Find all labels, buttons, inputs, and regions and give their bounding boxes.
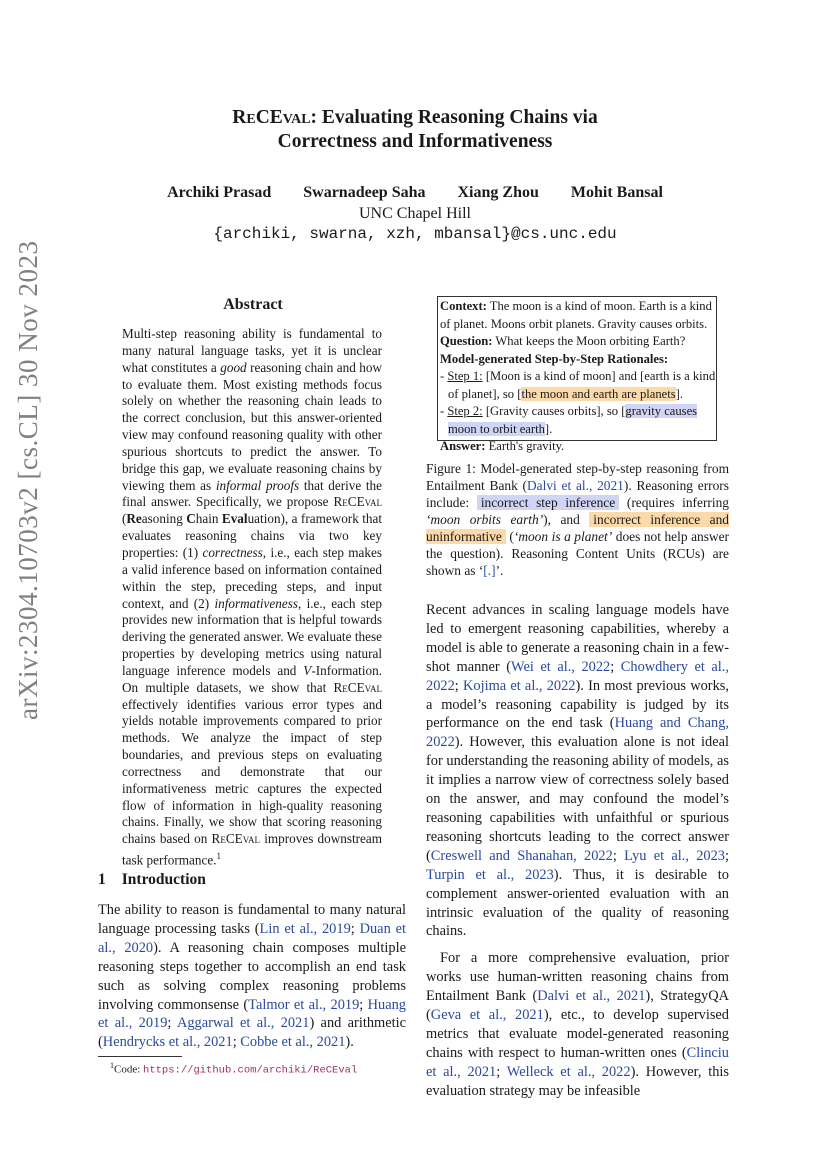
abstract-heading: Abstract <box>223 296 283 313</box>
legend-incorrect-step: incorrect step inference <box>477 495 619 510</box>
citation-link[interactable]: Duan et al., 2020 <box>98 920 406 956</box>
citation-link[interactable]: Huang et al., 2019 <box>98 996 406 1032</box>
author-name: Mohit Bansal <box>570 184 663 201</box>
citation-link[interactable]: Welleck et al., 2022 <box>506 1063 631 1080</box>
citation-link[interactable]: Huang and Chang, 2022 <box>426 715 729 751</box>
citation-link[interactable]: Creswell and Shanahan, 2022 <box>430 847 613 864</box>
author-name: Archiki Prasad <box>167 184 272 201</box>
citation-link[interactable]: Hendrycks et al., 2021 <box>102 1034 233 1051</box>
title-name: ReCEval <box>232 107 311 128</box>
citation-link[interactable]: Kojima et al., 2022 <box>462 677 576 694</box>
title-line2: Correctness and Informativeness <box>277 131 553 152</box>
citation-link[interactable]: Dalvi et al., 2021 <box>527 478 624 493</box>
right-column-body <box>426 601 729 1101</box>
highlight-uninformative: the moon and earth are planets <box>521 386 676 401</box>
intro-paragraph: The ability to reason is fundamental to many natural language processing tasks (Lin et al., 2019; Duan et al., 2020). A reasoning chain composes multiple reasoning steps together to accomplish an end task such as solving complex reasoning problems involving commonsense (Talmor et al., 2019; Huang et al., 2019; Aggarwal et al., 2021) and arithmetic (Hendrycks et al., 2021; Cobbe et al., 2021). <box>98 902 406 1051</box>
paragraph: Recent advances in scaling language models have led to emergent reasoning capabilities, whereby a model is able to generate a reasoning chain in a few-shot manner (Wei et al., 2022; Chowdhery et al., 2022; Kojima et al., 2022). In most previous works, a model’s reasoning capability is judged by its performance on the end task (Huang and Chang, 2022). However, this evaluation alone is not ideal for understanding the reasoning ability of models, as it implies a narrow view of correctness solely based on the answer, and may confound the model’s reasoning capabilities with unfaithful or spurious reasoning shortcuts leading to the correct answer (Creswell and Shanahan, 2022; Lyu et al., 2023; Turpin et al., 2023). Thus, it is desirable to complement answer-oriented evaluation with an intrinsic evaluation of the quality of reasoning chains. <box>426 602 729 940</box>
author-block <box>140 182 690 245</box>
author-name: Swarnadeep Saha <box>303 184 426 201</box>
citation-link[interactable]: Chowdhery et al., 2022 <box>426 658 729 694</box>
citation-link[interactable]: Cobbe et al., 2021 <box>240 1034 346 1051</box>
paragraph: For a more comprehensive evaluation, prior works use human-written reasoning chains from Entailment Bank (Dalvi et al., 2021), StrategyQA (Geva et al., 2021), etc., to develop supervised metrics that evaluate model-generated reasoning chains with respect to human-written ones (Clinciu et al., 2021; Welleck et al., 2022). However, this evaluation strategy may be infeasible <box>426 950 730 1099</box>
citation-link[interactable]: Turpin et al., 2023 <box>426 866 554 883</box>
paper-title <box>140 106 690 154</box>
section-title: Introduction <box>121 871 206 888</box>
citation-link[interactable]: Clinciu et al., 2021 <box>426 1044 729 1080</box>
citation-link[interactable]: Talmor et al., 2019 <box>248 996 360 1013</box>
citation-link[interactable]: Lin et al., 2019 <box>259 920 351 937</box>
highlight-incorrect-step: gravity causes moon to orbit earth <box>448 404 698 436</box>
citation-link[interactable]: Geva et al., 2021 <box>430 1007 544 1024</box>
citation-link[interactable]: Lyu et al., 2023 <box>624 847 725 864</box>
footnote-marker: 1 <box>216 851 221 862</box>
abstract-body: Multi-step reasoning ability is fundamental to many natural language tasks, yet it is unclear what constitutes a good reasoning chain and how to evaluate them. Most existing methods focus solely on whether the reasoning chain leads to the correct conclusion, but this answer-oriented view may confound reasoning quality with other spurious shortcuts to predict the answer. To bridge this gap, we evaluate reasoning chains by viewing them as informal proofs that derive the final answer. Specifically, we propose ReCEval (Reasoning Chain Evaluation), a framework that evaluates reasoning chains via two key properties: (1) correctness, i.e., each step makes a valid inference based on information contained within the step, preceding steps, and input context, and (2) informativeness, i.e., each step provides new information that is helpful towards deriving the generated answer. We evaluate these properties by developing metrics using natural language inference models and V-Information. On multiple datasets, we show that ReCEval effectively identifies various error types and yields notable improvements compared to prior methods. We analyze the impact of step boundaries, and previous steps on evaluating correctness and demonstrate that our informativeness metric captures the expected flow of information in high-quality reasoning chains. Finally, we show that scoring reasoning chains based on ReCEval improves downstream task performance.$^1$ <box>122 326 383 868</box>
citation-link[interactable]: Dalvi et al., 2021 <box>537 988 646 1005</box>
section-number: 1 <box>98 871 106 888</box>
code-link[interactable]: https://github.com/archiki/ReCEval <box>143 1064 358 1077</box>
title-line1: : Evaluating Reasoning Chains via <box>310 107 598 128</box>
legend-uninformative: incorrect inference and uninformative <box>426 512 729 544</box>
footnote-rule <box>98 1056 182 1057</box>
citation-link[interactable]: Wei et al., 2022 <box>511 658 611 675</box>
figure-caption: Figure 1: Model-generated step-by-step reasoning from Entailment Bank (Dalvi et al., 2021). Reasoning errors include: incorrect step inference (requires inferring ‘moon orbits earth’), and incorrect inference and uninformative (‘moon is a planet’ does not help answer the question). Reasoning Content Units (RCUs) are shown as ‘[.]’. <box>426 461 729 578</box>
citation-link[interactable]: Aggarwal et al., 2021 <box>176 1015 310 1032</box>
section-heading <box>98 871 222 889</box>
affiliation: UNC Chapel Hill <box>359 205 471 222</box>
arxiv-identifier: arXiv:2304.10703v2 [cs.CL] 30 Nov 2023 <box>13 240 43 720</box>
author-emails: {archiki, swarna, xzh, mbansal}@cs.unc.edu <box>213 225 617 243</box>
footnote: $^1$Code: https://github.com/archiki/ReCEval <box>110 1061 358 1077</box>
author-name: Xiang Zhou <box>457 184 539 201</box>
figure-1-box: Context: The moon is a kind of moon. Earth is a kind of planet. Moons orbit planets. Gravity causes orbits. Question: What keeps the Moon orbiting Earth? Model-generated Step-by-Step Rationales: - Step 1: [Moon is a kind of moon] and [earth is a kind of planet], so [the moon and earth are planets]. - Step 2: [Gravity causes orbits], so [gravity causes moon to orbit earth]. Answer: Earth's gravity. <box>437 296 717 441</box>
